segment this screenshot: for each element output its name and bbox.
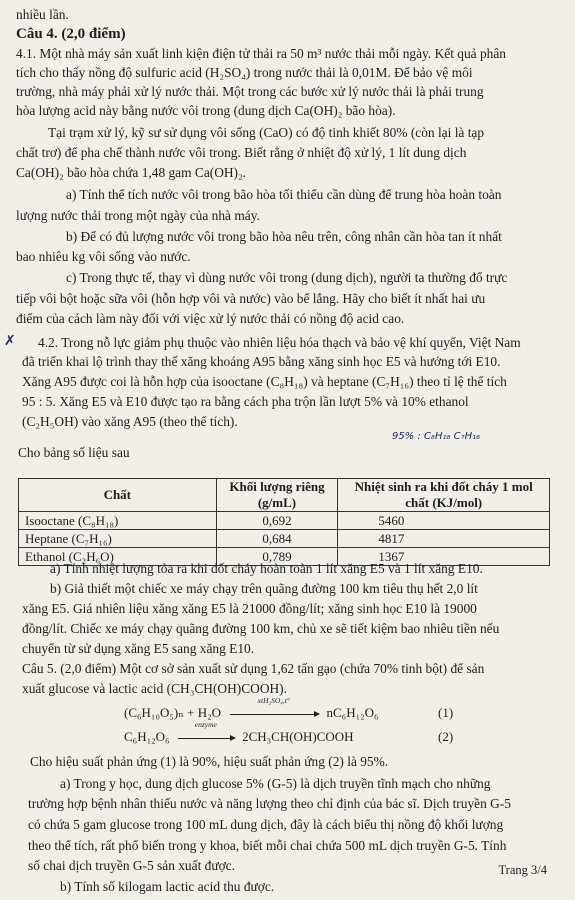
reaction-condition: xtH₂SO₄,t° — [257, 696, 290, 705]
text-line: đồng/lít. Chiếc xe máy chạy quãng đường 100 km, chủ xe sẽ tiết kiệm bao nhiêu tiền nếu — [22, 621, 500, 636]
text-line: b) Giả thiết một chiếc xe máy chạy trên quãng đường 100 km tiêu thụ hết 2,0 lít — [50, 581, 478, 596]
table-row — [19, 530, 550, 548]
page-number: Trang 3/4 — [498, 863, 547, 877]
text-line: số chai dịch truyền G-5 sản xuất được. — [28, 858, 235, 873]
reaction-1-number: (1) — [438, 705, 454, 720]
text-line: (C₂H₅OH) vào xăng A95 (theo thể tích). — [22, 414, 238, 429]
table-cell: 5460 — [338, 512, 550, 530]
question-5b: b) Tính số kilogam lactic acid thu được. — [60, 879, 275, 894]
table-caption: Cho bảng số liệu sau — [18, 445, 130, 460]
reaction-2-reactants: C₆H₁₂O₆ — [124, 729, 170, 744]
reaction-1-reactants: (C₆H₁₀O₅)ₙ + H₂O — [124, 705, 221, 720]
question-5-title: Câu 5. (2,0 điểm) Một cơ sở sản xuất sử dụng 1,62 tấn gạo (chứa 70% tinh bột) để sản — [22, 661, 485, 676]
text-line: lượng nước thải trong một ngày của nhà máy. — [16, 208, 260, 223]
table-cell: 0,692 — [216, 512, 338, 530]
reaction-arrow-icon — [226, 696, 321, 721]
table-cell: Ethanol (C₂H₆O) — [19, 548, 217, 566]
reaction-1 — [124, 696, 379, 721]
table-header: Chất — [19, 479, 217, 512]
data-table — [18, 478, 550, 566]
text-line: 4.2. Trong nỗ lực giảm phụ thuộc vào nhiên liệu hóa thạch và bảo vệ khí quyển, Việt Nam — [38, 335, 521, 350]
text-line: xuất glucose và lactic acid (CH₃CH(OH)COOH). — [22, 681, 287, 696]
table-header: Khối lượng riêng (g/mL) — [216, 479, 338, 512]
reaction-arrow-icon — [175, 720, 237, 745]
text-line: 4.1. Một nhà máy sản xuất linh kiện điện tử thải ra 50 m³ nước thải mỗi ngày. Kết quả phân — [16, 46, 506, 61]
text-line: a) Tính nhiệt lượng tỏa ra khi đốt cháy hoàn toàn 1 lít xăng E5 và 1 lít xăng E10. — [50, 561, 483, 576]
text-line: xăng E5. Giá nhiên liệu xăng xăng E5 là 21000 đồng/lít; xăng sinh học E10 là 19000 — [22, 601, 477, 616]
text-line: Cho hiệu suất phản ứng (1) là 90%, hiệu suất phản ứng (2) là 95%. — [30, 754, 389, 769]
question-b: b) Để có đủ lượng nước vôi trong bão hòa nêu trên, công nhân cần hòa tan ít nhất — [66, 229, 502, 244]
text-line: có chứa 5 gam glucose trong 100 mL dung dịch, đây là cách biểu thị nồng độ khối lượng — [28, 817, 504, 832]
table-cell: 0,789 — [216, 548, 338, 566]
text-line: chuyển từ sử dụng xăng E5 sang xăng E10. — [22, 641, 255, 656]
question-a: a) Tính thể tích nước vôi trong bão hòa tối thiểu cần dùng để trung hòa hoàn toàn — [66, 187, 502, 202]
table-cell: Heptane (C₇H₁₆) — [19, 530, 217, 548]
text-line: tiếp vôi bột hoặc sữa vôi (hỗn hợp vôi và nước) vào bể lắng. Hãy cho biết ít nhất hai ưu — [16, 291, 486, 306]
question-4-title: Câu 4. (2,0 điểm) — [16, 26, 126, 42]
reaction-2-products: 2CH₃CH(OH)COOH — [242, 729, 354, 744]
table-header: Nhiệt sinh ra khi đốt cháy 1 mol chất (KJ/mol) — [338, 479, 550, 512]
text-line: Xăng A95 được coi là hỗn hợp của isooctane (C₈H₁₈) và heptane (C₇H₁₆) theo tỉ lệ thể tích — [22, 374, 507, 389]
handwritten-note: 95% : C₈H₁₈ C₇H₁₆ — [392, 431, 481, 442]
table-cell: 1367 — [338, 548, 550, 566]
text-line: theo thể tích, rất phổ biến trong y khoa, biết mỗi chai chứa 500 mL dịch truyền G-5. Tính — [28, 838, 507, 853]
question-c: c) Trong thực tế, thay vì dùng nước vôi trong (dung dịch), người ta thường đổ trực — [66, 270, 508, 285]
table-cell: 4817 — [338, 530, 550, 548]
text-line: điểm của cách làm này đối với việc xử lý nước thải có nồng độ acid cao. — [16, 311, 405, 326]
text-line: bao nhiêu kg vôi sống vào nước. — [16, 249, 191, 264]
text-line: Ca(OH)₂ bão hòa chứa 1,48 gam Ca(OH)₂. — [16, 165, 247, 180]
reaction-1-products: nC₆H₁₂O₆ — [326, 705, 379, 720]
reaction-condition: enzyme — [194, 720, 217, 729]
reaction-2-number: (2) — [438, 729, 454, 744]
star-mark-icon: ✗ — [4, 334, 16, 349]
text-line: đã triển khai lộ trình thay thế xăng khoáng A95 bằng xăng sinh học E5 và hướng tới E10. — [22, 354, 501, 369]
reaction-2 — [124, 720, 354, 745]
text-line: hòa lượng acid này bằng nước vôi trong (dung dịch Ca(OH)₂ bão hòa). — [16, 103, 396, 118]
table-cell: Isooctane (C₈H₁₈) — [19, 512, 217, 530]
text-line: trường, nhà máy phải xử lý nước thải. Một trong các bước xử lý nước thải là phải trung — [16, 84, 484, 99]
text-line: nhiều lần. — [16, 7, 69, 22]
table-cell: 0,684 — [216, 530, 338, 548]
table-row — [19, 512, 550, 530]
text-line: chất trơ) để pha chế thành nước vôi trong. Biết rằng ở nhiệt độ xử lý, 1 lít dung dịch — [16, 145, 467, 160]
text-line: Tại trạm xử lý, kỹ sư sử dụng vôi sống (CaO) có độ tinh khiết 80% (còn lại là tạp — [48, 125, 485, 140]
text-line: trường hợp bệnh nhân thiếu nước và năng lượng theo chỉ định của bác sĩ. Dịch truyền G-5 — [28, 796, 511, 811]
text-line: tích cho thấy nồng độ sulfuric acid (H₂SO₄) trong nước thải là 0,01M. Để bảo vệ môi — [16, 65, 473, 80]
question-5a: a) Trong y học, dung dịch glucose 5% (G-5) là dịch truyền tĩnh mạch cho những — [60, 776, 491, 791]
text-line: 95 : 5. Xăng E5 và E10 được tạo ra bằng cách pha trộn lần lượt 5% và 10% ethanol — [22, 394, 469, 409]
